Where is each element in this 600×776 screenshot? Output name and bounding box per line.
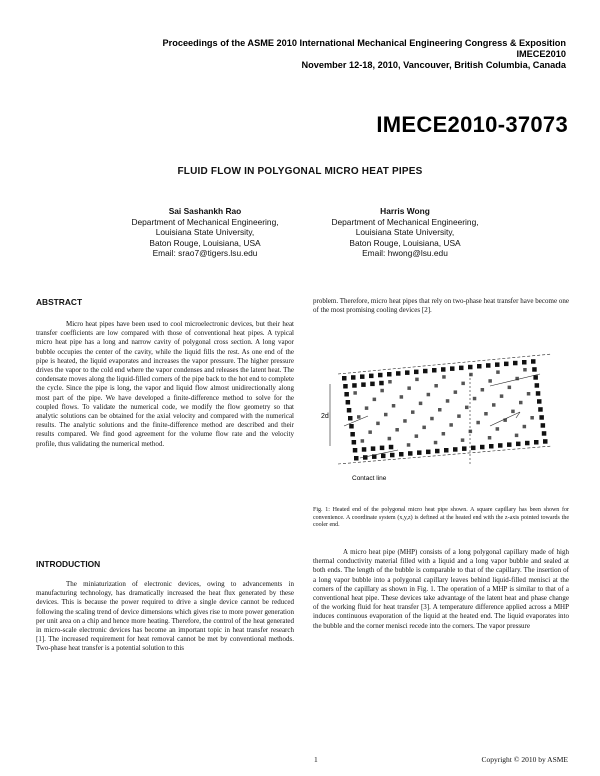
pipe-wall-cell <box>435 449 440 454</box>
pipe-wall-cell <box>349 424 354 429</box>
pipe-wall-cell <box>537 399 542 404</box>
pipe-wall-cell <box>427 393 431 397</box>
pipe-wall-cell <box>353 391 357 395</box>
pipe-wall-cell <box>432 368 437 373</box>
pipe-wall-cell <box>352 440 357 445</box>
pipe-wall-cell <box>352 383 357 388</box>
pipe-wall-cell <box>477 364 482 369</box>
pipe-wall-cell <box>350 432 355 437</box>
author-email: Email: srao7@tigers.lsu.edu <box>152 248 258 259</box>
author-name: Sai Sashankh Rao <box>168 206 242 216</box>
pipe-wall-cell <box>419 402 423 406</box>
pipe-wall-cell <box>378 373 383 378</box>
pipe-wall-cell <box>376 422 380 426</box>
pipe-wall-cell <box>495 362 500 367</box>
proceedings-line3: November 12-18, 2010, Vancouver, British Columbia, Canada <box>301 60 566 71</box>
pipe-wall-cell <box>380 446 385 451</box>
pipe-wall-cell <box>346 400 351 405</box>
pipe-wall-cell <box>486 363 491 368</box>
pipe-wall-cell <box>507 442 512 447</box>
pipe-wall-cell <box>444 448 449 453</box>
pipe-wall-cell <box>498 443 503 448</box>
pipe-wall-cell <box>389 445 394 450</box>
proceedings-line1: Proceedings of the ASME 2010 International Mechanical Engineering Congress & Exposition <box>162 38 566 48</box>
pipe-wall-cell <box>342 376 347 381</box>
author-univ: Louisiana State University, <box>355 227 455 238</box>
pipe-wall-cell <box>430 417 434 421</box>
pipe-wall-cell <box>461 382 465 386</box>
dimension-label: 2d <box>321 413 329 420</box>
pipe-wall-cell <box>384 413 388 417</box>
pipe-wall-cell <box>362 447 367 452</box>
pipe-wall-cell <box>353 448 358 453</box>
pipe-wall-cell <box>380 389 384 393</box>
pipe-wall-cell <box>344 392 349 397</box>
pipe-wall-cell <box>415 434 419 438</box>
pipe-wall-cell <box>459 366 464 371</box>
pipe-wall-cell <box>399 452 404 457</box>
pipe-wall-cell <box>531 359 536 364</box>
heat-pipe-diagram <box>320 346 560 496</box>
author-name: Harris Wong <box>380 206 430 216</box>
pipe-wall-cell <box>343 384 348 389</box>
right-column-top-text: problem. Therefore, micro heat pipes that rely on two-phase heat transfer have become one of the most promising cooling devices [2]. <box>313 297 569 315</box>
pipe-wall-cell <box>536 391 541 396</box>
pipe-wall-cell <box>525 441 530 446</box>
pipe-wall-cell <box>480 445 485 450</box>
pipe-wall-cell <box>522 360 527 365</box>
paper-id: IMECE2010-37073 <box>376 112 568 137</box>
pipe-wall-cell <box>396 371 401 376</box>
pipe-wall-cell <box>417 450 422 455</box>
pipe-wall-cell <box>453 447 458 452</box>
paper-title: FLUID FLOW IN POLYGONAL MICRO HEAT PIPES <box>177 166 423 177</box>
pipe-wall-cell <box>488 379 492 383</box>
pipe-wall-cell <box>533 375 538 380</box>
pipe-wall-cell <box>496 370 500 374</box>
pipe-wall-cell <box>462 446 467 451</box>
pipe-wall-cell <box>415 378 419 382</box>
pipe-wall-cell <box>446 399 450 403</box>
author-block-1 <box>100 206 310 259</box>
pipe-wall-cell <box>515 434 519 438</box>
author-dept: Department of Mechanical Engineering, <box>131 216 279 227</box>
pipe-wall-cell <box>504 362 509 367</box>
pipe-wall-cell <box>379 381 384 386</box>
introduction-heading: INTRODUCTION <box>36 559 101 569</box>
copyright: Copyright © 2010 by ASME <box>481 755 568 764</box>
pipe-wall-cell <box>434 441 438 445</box>
pipe-wall-cell <box>527 392 531 396</box>
pipe-wall-cell <box>441 367 446 372</box>
pipe-wall-cell <box>414 370 419 375</box>
pipe-wall-cell <box>392 404 396 408</box>
introduction-body <box>36 580 294 654</box>
pipe-wall-cell <box>454 390 458 394</box>
proceedings-header <box>46 38 566 72</box>
pipe-wall-cell <box>541 423 546 428</box>
pipe-wall-cell <box>489 444 494 449</box>
pipe-wall-cell <box>535 383 540 388</box>
abstract-heading: ABSTRACT <box>36 297 83 307</box>
pipe-wall-cell <box>408 451 413 456</box>
pipe-wall-cell <box>348 416 353 421</box>
pipe-wall-cell <box>373 398 377 402</box>
pipe-wall-cell <box>513 361 518 366</box>
pipe-wall-cell <box>426 450 431 455</box>
pipe-wall-cell <box>388 380 392 384</box>
pipe-wall-cell <box>434 384 438 388</box>
pipe-wall-cell <box>370 382 375 387</box>
pipe-wall-cell <box>523 425 527 429</box>
pipe-wall-cell <box>365 406 369 410</box>
pipe-wall-cell <box>530 416 534 420</box>
pipe-wall-cell <box>405 370 410 375</box>
pipe-wall-cell <box>395 428 399 432</box>
pipe-wall-cell <box>442 375 446 379</box>
page-number: 1 <box>314 755 318 764</box>
pipe-wall-cell <box>360 374 365 379</box>
author-univ: Louisiana State University, <box>155 227 255 238</box>
pipe-wall-cell <box>469 430 473 434</box>
pipe-wall-cell <box>423 369 428 374</box>
pipe-wall-cell <box>388 437 392 441</box>
abstract-text: Micro heat pipes have been used to cool microelectronic devices, but their heat transfer coefficients are low compared with those of conventional heat pipes. A typical micro heat pipe has a long and narrow cavity of polygonal cross section. A long vapor bubble occupies the center of the cavity, while the liquid fills the rest. As one end of the pipe is heated, the liquid evaporates and increases the vapor pressure. The higher pressure drives the vapor to the cold end where the vapor condenses and releases the latent heat. The condensate moves along the liquid-filled corners of the pipe back to the hot end to complete the cycle. Since the pipe is long, the vapor and liquid flow almost unidirectionally along most part of the pipe. We have developed a finite-difference method to solve for the coupled flows. To validate the numerical code, we modify the flow geometry so that analytic solutions can be obtained for the axial velocity and compared with the numerical results. The analytic solutions and the finite-difference method are described and their results compared. We find good agreement for the volume flow rate and the velocity profile, thus validating the numerical method. <box>36 320 294 448</box>
heat-pipe-cross-section <box>342 359 548 460</box>
pipe-wall-cell <box>468 365 473 370</box>
pipe-wall-cell <box>465 406 469 410</box>
introduction-text: The miniaturization of electronic devices, owing to advancements in manufacturing technology, has dramatically increased the heat flux generated by these devices. This is because the power required to drive a single device cannot be reduced following the scaling trend of device dimensions which gives rise to more power generation per unit area on a chip and hence more heating. Therefore, the control of the heat generated in micro-scale electronic devices has become an important topic in heat transfer research [1]. The increased requirement for heat removal cannot be met by conventional methods. Two-phase heat transfer is a potential solution to this <box>36 580 294 653</box>
pipe-wall-cell <box>354 456 359 461</box>
pipe-wall-cell <box>381 454 386 459</box>
pipe-wall-cell <box>407 386 411 390</box>
pipe-wall-cell <box>496 427 500 431</box>
pipe-wall-cell <box>500 394 504 398</box>
pipe-wall-cell <box>361 382 366 387</box>
author-city: Baton Rouge, Louisiana, USA <box>349 237 461 248</box>
pipe-wall-cell <box>351 375 356 380</box>
pipe-wall-cell <box>519 401 523 405</box>
pipe-wall-cell <box>484 412 488 416</box>
pipe-wall-cell <box>532 367 537 372</box>
pipe-wall-cell <box>369 374 374 379</box>
pipe-wall-cell <box>449 423 453 427</box>
pipe-wall-cell <box>492 403 496 407</box>
pipe-wall-cell <box>450 366 455 371</box>
figure-caption: Fig. 1: Heated end of the polygonal micro heat pipe shown. A square capillary has been shown for convenience. A coordinate system (x,y,z) is defined at the heated end with the z-axis pointed towards the cooler end. <box>313 507 569 529</box>
pipe-wall-cell <box>357 415 361 419</box>
pipe-wall-cell <box>508 386 512 390</box>
right-column-bottom-text: A micro heat pipe (MHP) consists of a long polygonal capillary made of high thermal conductivity material filled with a liquid and a long vapor bubble and sealed at both ends. The length of the bubble is comparable to that of the capillary. The insertion of a long vapor bubble into a polygonal capillary leaves behind liquid-filled menisci at the corners of the capillary as shown in Fig. 1. The operation of a MHP is similar to that of a conventional heat pipe. These devices take advantage of the latent heat and phase change of the working fluid for heat transfer [3]. A temperature difference applied across a MHP induces continuous evaporation of the liquid at the heated end. The liquid evaporates into the bubble and the corner menisci recede into the corners. The vapor pressure <box>313 548 569 630</box>
pipe-wall-cell <box>407 443 411 447</box>
pipe-wall-cell <box>473 397 477 401</box>
pipe-wall-cell <box>488 436 492 440</box>
pipe-wall-cell <box>400 395 404 399</box>
author-dept: Department of Mechanical Engineering, <box>331 216 479 227</box>
pipe-wall-cell <box>361 439 365 443</box>
right-column-bottom <box>313 548 569 631</box>
pipe-wall-cell <box>516 442 521 447</box>
pipe-wall-cell <box>368 430 372 434</box>
pipe-wall-cell <box>511 410 515 414</box>
author-email: Email: hwong@lsu.edu <box>362 248 448 259</box>
pipe-wall-cell <box>523 368 527 372</box>
pipe-wall-cell <box>539 415 544 420</box>
pipe-wall-cell <box>442 432 446 436</box>
pipe-wall-cell <box>390 453 395 458</box>
pipe-wall-cell <box>422 426 426 430</box>
right-column-top <box>313 297 569 315</box>
abstract-body <box>36 320 294 449</box>
pipe-wall-cell <box>538 407 543 412</box>
contact-line-label: Contact line <box>352 475 387 482</box>
proceedings-line2: IMECE2010 <box>516 49 566 60</box>
pipe-wall-cell <box>403 419 407 423</box>
pipe-wall-cell <box>461 438 465 442</box>
author-block-2 <box>300 206 510 259</box>
pipe-wall-cell <box>387 372 392 377</box>
pipe-wall-cell <box>471 446 476 451</box>
author-city: Baton Rouge, Louisiana, USA <box>149 237 261 248</box>
pipe-wall-cell <box>476 421 480 425</box>
pipe-wall-cell <box>534 440 539 445</box>
pipe-wall-cell <box>438 408 442 412</box>
pipe-wall-cell <box>347 408 352 413</box>
figure-1 <box>320 346 560 496</box>
pipe-wall-cell <box>371 446 376 451</box>
pipe-wall-cell <box>411 410 415 414</box>
pipe-wall-cell <box>481 388 485 392</box>
pipe-wall-cell <box>542 431 547 436</box>
pipe-wall-cell <box>457 414 461 418</box>
pipe-wall-cell <box>543 439 548 444</box>
